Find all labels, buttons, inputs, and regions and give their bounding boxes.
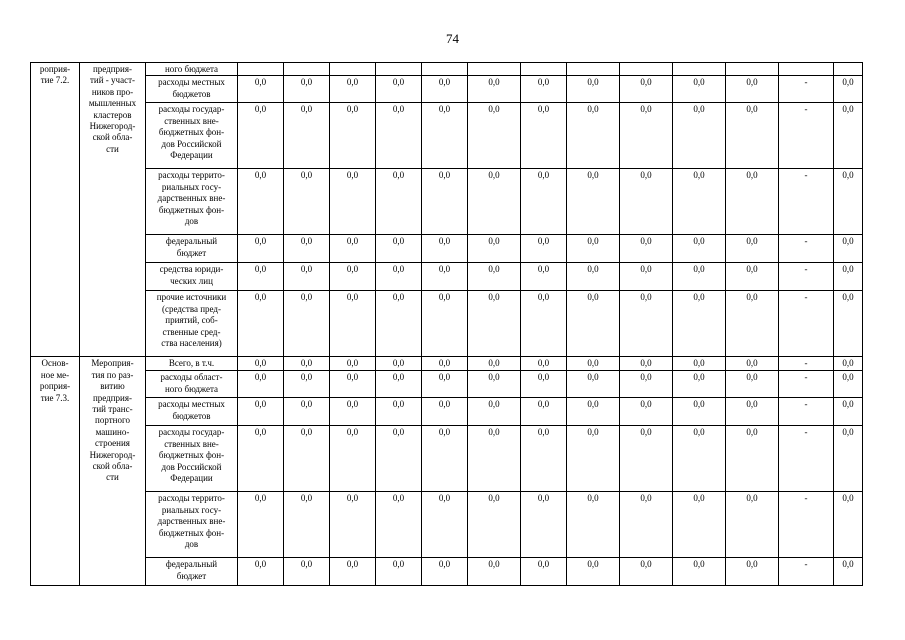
value-cell: 0,0 (567, 398, 620, 426)
value-cell: 0,0 (284, 235, 330, 263)
value-cell (779, 63, 834, 76)
funding-source-cell: ного бюджета (146, 63, 238, 76)
value-cell: 0,0 (422, 291, 468, 357)
value-cell: 0,0 (567, 169, 620, 235)
value-cell: - (779, 357, 834, 371)
value-cell: 0,0 (673, 398, 726, 426)
value-cell: 0,0 (238, 76, 284, 103)
value-cell: - (779, 263, 834, 291)
value-cell: 0,0 (834, 426, 863, 492)
funding-source-cell: федеральный бюджет (146, 235, 238, 263)
value-cell: 0,0 (726, 357, 779, 371)
value-cell: 0,0 (422, 103, 468, 169)
value-cell (567, 63, 620, 76)
value-cell: - (779, 398, 834, 426)
value-cell: 0,0 (330, 357, 376, 371)
value-cell: 0,0 (422, 426, 468, 492)
value-cell: - (779, 371, 834, 398)
value-cell: 0,0 (521, 103, 567, 169)
value-cell (468, 63, 521, 76)
value-cell: 0,0 (330, 263, 376, 291)
value-cell: 0,0 (726, 291, 779, 357)
value-cell: 0,0 (422, 492, 468, 558)
value-cell: 0,0 (238, 357, 284, 371)
value-cell: 0,0 (284, 558, 330, 586)
value-cell: 0,0 (567, 492, 620, 558)
value-cell: 0,0 (422, 357, 468, 371)
value-cell: 0,0 (468, 263, 521, 291)
value-cell: 0,0 (834, 492, 863, 558)
value-cell: 0,0 (376, 492, 422, 558)
table-row (31, 398, 863, 426)
value-cell: 0,0 (238, 291, 284, 357)
value-cell: 0,0 (238, 426, 284, 492)
value-cell: 0,0 (521, 76, 567, 103)
value-cell: 0,0 (673, 76, 726, 103)
value-cell: 0,0 (834, 291, 863, 357)
funding-source-cell: федеральный бюджет (146, 558, 238, 586)
value-cell: 0,0 (673, 263, 726, 291)
value-cell: - (779, 76, 834, 103)
table-row (31, 263, 863, 291)
table-row (31, 103, 863, 169)
value-cell: - (779, 103, 834, 169)
value-cell: 0,0 (376, 169, 422, 235)
value-cell: 0,0 (422, 263, 468, 291)
value-cell: 0,0 (422, 398, 468, 426)
value-cell: 0,0 (330, 235, 376, 263)
budget-table (30, 62, 863, 586)
value-cell: 0,0 (238, 558, 284, 586)
value-cell: 0,0 (422, 371, 468, 398)
value-cell: 0,0 (673, 235, 726, 263)
value-cell: 0,0 (284, 357, 330, 371)
value-cell: 0,0 (567, 103, 620, 169)
value-cell: 0,0 (238, 103, 284, 169)
table-row (31, 357, 863, 371)
funding-source-cell: расходы государ- ственных вне- бюджетных фон- дов Российской Федерации (146, 103, 238, 169)
value-cell: 0,0 (468, 103, 521, 169)
value-cell: 0,0 (726, 371, 779, 398)
value-cell: 0,0 (620, 263, 673, 291)
value-cell: 0,0 (673, 371, 726, 398)
value-cell: 0,0 (330, 76, 376, 103)
value-cell: 0,0 (376, 398, 422, 426)
value-cell: 0,0 (521, 398, 567, 426)
value-cell: 0,0 (726, 558, 779, 586)
table-row (31, 235, 863, 263)
value-cell (834, 63, 863, 76)
value-cell: 0,0 (726, 426, 779, 492)
value-cell: 0,0 (238, 492, 284, 558)
measure-id-cell: роприя- тие 7.2. (31, 63, 80, 357)
value-cell: 0,0 (376, 357, 422, 371)
value-cell: 0,0 (238, 169, 284, 235)
funding-source-cell: Всего, в т.ч. (146, 357, 238, 371)
value-cell: 0,0 (620, 558, 673, 586)
value-cell: 0,0 (238, 235, 284, 263)
measure-id-cell: Основ- ное ме- роприя- тие 7.3. (31, 357, 80, 586)
value-cell: 0,0 (726, 263, 779, 291)
value-cell: 0,0 (376, 558, 422, 586)
value-cell: 0,0 (673, 426, 726, 492)
value-cell: 0,0 (330, 492, 376, 558)
value-cell: 0,0 (620, 426, 673, 492)
value-cell: 0,0 (673, 291, 726, 357)
value-cell: 0,0 (620, 235, 673, 263)
value-cell: 0,0 (422, 76, 468, 103)
table-row (31, 63, 863, 76)
value-cell: 0,0 (834, 235, 863, 263)
value-cell: 0,0 (726, 492, 779, 558)
value-cell: 0,0 (726, 235, 779, 263)
value-cell (284, 63, 330, 76)
value-cell: 0,0 (620, 357, 673, 371)
value-cell: 0,0 (834, 398, 863, 426)
value-cell: - (779, 169, 834, 235)
value-cell: 0,0 (673, 357, 726, 371)
funding-source-cell: расходы област- ного бюджета (146, 371, 238, 398)
value-cell: 0,0 (834, 558, 863, 586)
value-cell: 0,0 (376, 76, 422, 103)
page-number: 74 (446, 31, 459, 46)
value-cell: 0,0 (521, 169, 567, 235)
value-cell: 0,0 (468, 426, 521, 492)
value-cell (620, 63, 673, 76)
value-cell: 0,0 (834, 357, 863, 371)
value-cell: 0,0 (468, 169, 521, 235)
value-cell: 0,0 (620, 291, 673, 357)
value-cell: 0,0 (468, 76, 521, 103)
value-cell: 0,0 (620, 169, 673, 235)
value-cell: 0,0 (521, 371, 567, 398)
value-cell: 0,0 (468, 371, 521, 398)
value-cell: 0,0 (726, 398, 779, 426)
value-cell: 0,0 (567, 235, 620, 263)
value-cell: 0,0 (834, 169, 863, 235)
value-cell: 0,0 (521, 357, 567, 371)
value-cell: 0,0 (376, 263, 422, 291)
value-cell: 0,0 (521, 492, 567, 558)
funding-source-cell: расходы террито- риальных госу- дарственных вне- бюджетных фон- дов (146, 492, 238, 558)
value-cell (330, 63, 376, 76)
value-cell (521, 63, 567, 76)
funding-source-cell: расходы местных бюджетов (146, 76, 238, 103)
value-cell: 0,0 (468, 398, 521, 426)
value-cell: 0,0 (284, 291, 330, 357)
value-cell: 0,0 (620, 398, 673, 426)
value-cell: 0,0 (376, 291, 422, 357)
value-cell: 0,0 (468, 235, 521, 263)
measure-name-cell: Мероприя- тия по раз- витию предприя- тий транс- портного машино- строения Нижегород- ской обла- сти (80, 357, 146, 586)
value-cell: 0,0 (422, 169, 468, 235)
value-cell: 0,0 (726, 169, 779, 235)
table-row (31, 492, 863, 558)
value-cell: 0,0 (422, 235, 468, 263)
value-cell: - (779, 235, 834, 263)
value-cell: 0,0 (238, 371, 284, 398)
table-row (31, 169, 863, 235)
value-cell: 0,0 (468, 492, 521, 558)
value-cell: 0,0 (567, 291, 620, 357)
funding-source-cell: средства юриди- ческих лиц (146, 263, 238, 291)
value-cell: - (779, 426, 834, 492)
value-cell: 0,0 (620, 76, 673, 103)
value-cell: 0,0 (620, 371, 673, 398)
value-cell: 0,0 (330, 426, 376, 492)
value-cell: 0,0 (238, 398, 284, 426)
value-cell (376, 63, 422, 76)
value-cell: - (779, 291, 834, 357)
value-cell: 0,0 (834, 103, 863, 169)
value-cell: 0,0 (376, 235, 422, 263)
value-cell: 0,0 (376, 103, 422, 169)
table-row (31, 291, 863, 357)
value-cell: 0,0 (284, 169, 330, 235)
value-cell: 0,0 (567, 76, 620, 103)
value-cell: 0,0 (284, 76, 330, 103)
value-cell: 0,0 (330, 371, 376, 398)
value-cell: 0,0 (567, 558, 620, 586)
value-cell: 0,0 (620, 492, 673, 558)
funding-source-cell: расходы государ- ственных вне- бюджетных фон- дов Российской Федерации (146, 426, 238, 492)
value-cell: 0,0 (330, 169, 376, 235)
value-cell: 0,0 (521, 426, 567, 492)
value-cell: 0,0 (330, 291, 376, 357)
value-cell: 0,0 (284, 492, 330, 558)
value-cell: 0,0 (521, 558, 567, 586)
value-cell: 0,0 (376, 426, 422, 492)
value-cell: 0,0 (238, 263, 284, 291)
value-cell: 0,0 (620, 103, 673, 169)
value-cell: 0,0 (567, 357, 620, 371)
value-cell: 0,0 (834, 263, 863, 291)
funding-source-cell: расходы террито- риальных госу- дарственных вне- бюджетных фон- дов (146, 169, 238, 235)
table-row (31, 76, 863, 103)
value-cell: 0,0 (521, 235, 567, 263)
value-cell: 0,0 (468, 357, 521, 371)
value-cell: 0,0 (284, 426, 330, 492)
value-cell: 0,0 (521, 263, 567, 291)
value-cell: 0,0 (726, 103, 779, 169)
value-cell: 0,0 (834, 371, 863, 398)
value-cell: 0,0 (673, 169, 726, 235)
value-cell (673, 63, 726, 76)
value-cell: 0,0 (673, 492, 726, 558)
table-row (31, 426, 863, 492)
value-cell (726, 63, 779, 76)
value-cell: 0,0 (330, 103, 376, 169)
value-cell: 0,0 (284, 263, 330, 291)
value-cell: 0,0 (834, 76, 863, 103)
value-cell: 0,0 (567, 371, 620, 398)
funding-source-cell: расходы местных бюджетов (146, 398, 238, 426)
value-cell: 0,0 (726, 76, 779, 103)
table-row (31, 371, 863, 398)
value-cell: 0,0 (468, 291, 521, 357)
value-cell: 0,0 (376, 371, 422, 398)
value-cell: 0,0 (567, 426, 620, 492)
value-cell: 0,0 (284, 103, 330, 169)
value-cell: 0,0 (468, 558, 521, 586)
value-cell: 0,0 (422, 558, 468, 586)
value-cell: - (779, 558, 834, 586)
value-cell: 0,0 (330, 558, 376, 586)
value-cell: 0,0 (284, 371, 330, 398)
value-cell (238, 63, 284, 76)
value-cell: - (779, 492, 834, 558)
value-cell: 0,0 (673, 558, 726, 586)
value-cell (422, 63, 468, 76)
table-row (31, 558, 863, 586)
value-cell: 0,0 (673, 103, 726, 169)
measure-name-cell: предприя- тий - участ- ников про- мышленных кластеров Нижегород- ской обла- сти (80, 63, 146, 357)
value-cell: 0,0 (521, 291, 567, 357)
value-cell: 0,0 (284, 398, 330, 426)
funding-source-cell: прочие источники (средства пред- приятий, соб- ственные сред- ства населения) (146, 291, 238, 357)
value-cell: 0,0 (330, 398, 376, 426)
value-cell: 0,0 (567, 263, 620, 291)
